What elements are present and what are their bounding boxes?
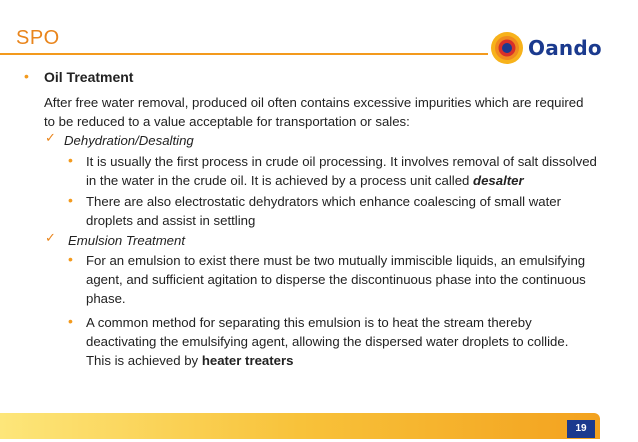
intro-line-2: to be reduced to a value acceptable for transportation or sales:: [44, 114, 410, 129]
intro-line-1: After free water removal, produced oil often contains excessive impurities which are required: [44, 95, 584, 110]
emulsion-bullet-1-line-1: For an emulsion to exist there must be two mutually immiscible liquids, an emulsifying: [86, 253, 586, 268]
footer-bar: [0, 413, 600, 439]
dehydration-bullet-1-line-2: [86, 171, 524, 190]
emulsion-bullet-2-line-3: [86, 351, 293, 370]
emulsion-bullet-1-line-2: agent, and sufficient agitation to disperse the discontinuous phase into the continuous: [86, 272, 586, 287]
checkmark-icon: ✓: [45, 230, 56, 245]
dehydration-title: Dehydration/Desalting: [64, 133, 194, 148]
oando-logo-mark-icon: [490, 31, 524, 65]
oando-logo: [490, 31, 630, 65]
bullet-dot: •: [68, 251, 73, 267]
dehydration-bullet-1-line-1: It is usually the first process in crude oil processing. It involves removal of salt dissolved: [86, 154, 597, 169]
dehydration-bullet-2-line-1: There are also electrostatic dehydrators which enhance coalescing of small water: [86, 194, 561, 209]
desalter-sentence-prefix: in the water in the crude oil. It is achieved by a process unit called: [86, 173, 474, 188]
emulsion-bullet-2-line-2: deactivating the emulsifying agent, allowing the dispersed water droplets to collide.: [86, 334, 569, 349]
bullet-dot: •: [68, 152, 73, 168]
logo-wordmark: Oando: [528, 36, 602, 60]
emulsion-title: Emulsion Treatment: [68, 233, 186, 248]
bullet-dot: •: [68, 313, 73, 329]
slide-title: SPO: [16, 27, 60, 49]
checkmark-icon: ✓: [45, 130, 56, 145]
dehydration-bullet-2-line-2: droplets and assist in settling: [86, 213, 256, 228]
bullet-dot: •: [24, 68, 29, 84]
desalter-term: desalter: [473, 173, 524, 188]
heater-sentence-prefix: This is achieved by: [86, 353, 202, 368]
emulsion-bullet-2-line-1: A common method for separating this emulsion is to heat the stream thereby: [86, 315, 532, 330]
page-number: 19: [567, 420, 595, 438]
heater-treaters-term: heater treaters: [201, 353, 294, 368]
emulsion-bullet-1-line-3: phase.: [86, 291, 126, 306]
section-heading: Oil Treatment: [44, 69, 134, 85]
bullet-dot: •: [68, 192, 73, 208]
title-divider: [0, 53, 488, 55]
